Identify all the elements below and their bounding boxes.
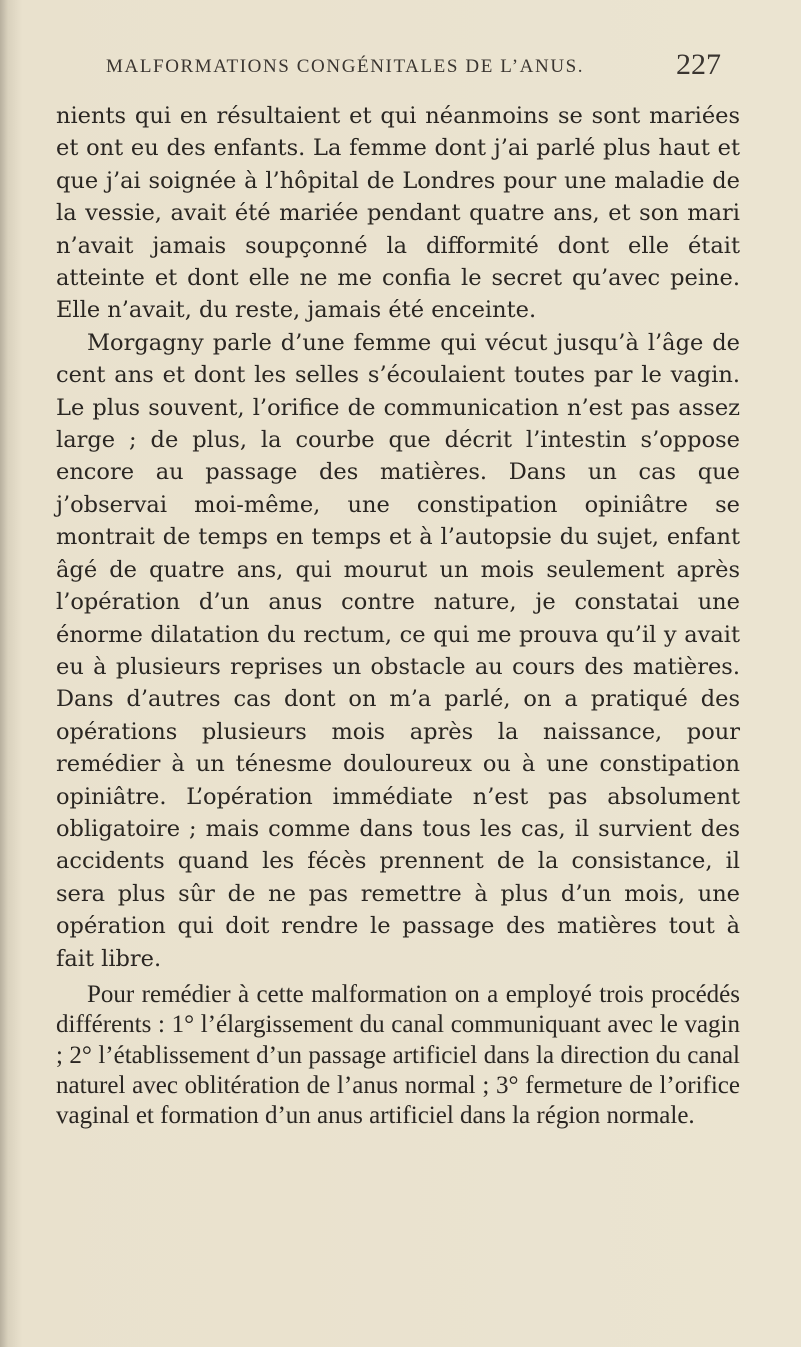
paragraph-1: nients qui en résultaient et qui néanmoins se sont mariées et ont eu des enfants. La femme dont j’ai parlé plus haut et que j’ai soignée à l’hôpital de Londres pour une maladie de la vessie, avait été mariée pendant quatre ans, et son mari n’avait jamais soupçonné la difformité dont elle était atteinte et dont elle ne me confia le secret qu’avec peine. Elle n’avait, du reste, jamais été enceinte.	[56, 103, 740, 324]
body-text	[56, 100, 740, 1131]
page-header	[0, 48, 801, 92]
running-head: MALFORMATIONS CONGÉNITALES DE L’ANUS.	[106, 56, 585, 77]
paragraph-2: Morgagny parle d’une femme qui vécut jusqu’à l’âge de cent ans et dont les selles s’écoulaient toutes par le vagin. Le plus souvent, l’orifice de communication n’est pas assez large ; de plus, la courbe que décrit l’intestin s’oppose encore au passage des matières. Dans un cas que j’observai moi-même, une constipation opiniâtre se montrait de temps en temps et à l’autopsie du sujet, enfant âgé de quatre ans, qui mourut un mois seulement après l’opération d’un anus contre nature, je constatai une énorme dilatation du rectum, ce qui me prouva qu’il y avait eu à plusieurs reprises un obstacle au cours des matières. Dans d’autres cas dont on m’a parlé, on a pratiqué des opérations plusieurs mois après la naissance, pour remédier à un ténesme douloureux ou à une constipation opiniâtre. L’opération immédiate n’est pas absolument obligatoire ; mais comme dans tous les cas, il survient des accidents quand les fécès prennent de la consistance, il sera plus sûr de ne pas remettre à plus d’un mois, une opération qui doit rendre le passage des matières tout à fait libre.	[56, 329, 740, 972]
paragraph-3: Pour remédier à cette malformation on a employé trois procédés différents : 1° l’élargissement du canal communiquant avec le vagin ; 2° l’établissement d’un passage artificiel dans la direction du canal naturel avec oblitération de l’anus normal ; 3° fermeture de l’orifice vaginal et formation d’un anus artificiel dans la région normale.	[56, 980, 740, 1130]
page-number: 227	[676, 48, 721, 81]
